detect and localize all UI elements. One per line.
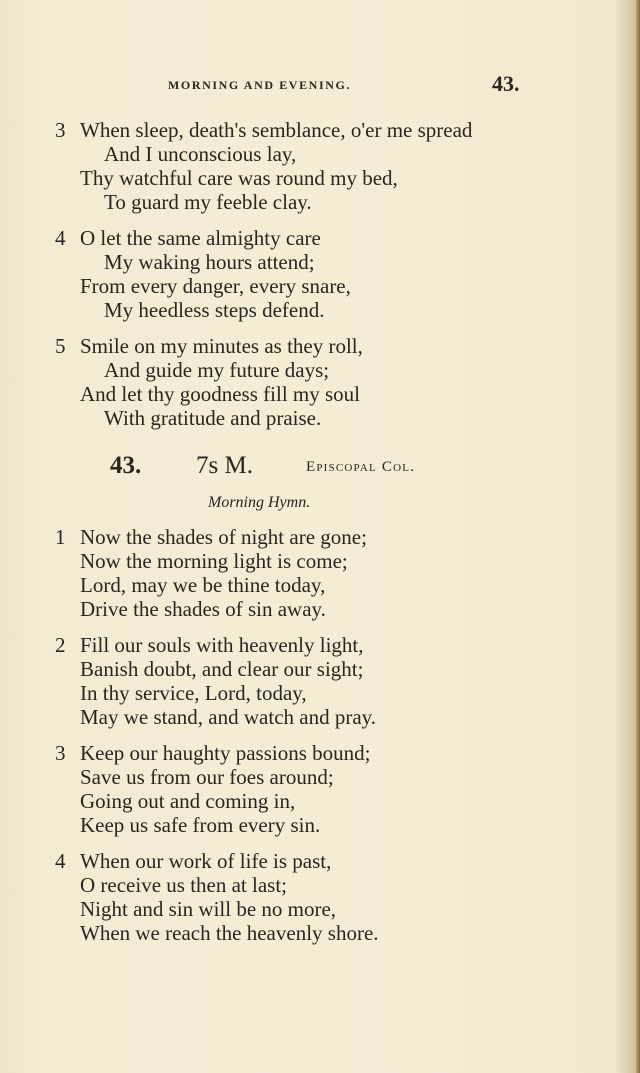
verse-line	[0, 358, 640, 382]
verse-text: When our work of life is past,	[80, 849, 332, 873]
verse-text: O receive us then at last;	[80, 873, 288, 897]
verse-text: With gratitude and praise.	[104, 406, 322, 430]
stanza-number: 2	[55, 633, 66, 657]
verse-text: My heedless steps defend.	[104, 298, 325, 322]
running-title: MORNING AND EVENING.	[168, 78, 352, 92]
verse-line	[0, 142, 640, 166]
verse-text: Night and sin will be no more,	[80, 897, 337, 921]
verse-text: Smile on my minutes as they roll,	[80, 334, 363, 358]
hymn-tune: Episcopal Col.	[306, 459, 416, 475]
verse-line	[0, 633, 640, 657]
verse-line	[0, 573, 640, 597]
verse-text: In thy service, Lord, today,	[80, 681, 307, 705]
verse-text: Thy watchful care was round my bed,	[80, 166, 398, 190]
stanza	[0, 633, 640, 729]
stanza-number: 5	[55, 334, 66, 358]
verse-text: Now the morning light is come;	[80, 549, 348, 573]
verse-line	[0, 334, 640, 358]
verse-line	[0, 406, 640, 430]
hymn-heading	[0, 452, 640, 486]
verse-line	[0, 681, 640, 705]
verse-text: From every danger, every snare,	[80, 274, 351, 298]
hymn-number: 43.	[110, 452, 142, 479]
stanza	[0, 741, 640, 837]
verse-text: To guard my feeble clay.	[104, 190, 312, 214]
verse-line	[0, 741, 640, 765]
verse-text: When we reach the heavenly shore.	[80, 921, 379, 945]
stanza	[0, 849, 640, 945]
verse-line	[0, 789, 640, 813]
verse-text: May we stand, and watch and pray.	[80, 705, 377, 729]
verse-line	[0, 274, 640, 298]
verse-text: When sleep, death's semblance, o'er me spread	[80, 118, 473, 142]
verse-line	[0, 813, 640, 837]
hymn-meter: 7s M.	[196, 452, 253, 479]
verse-line	[0, 250, 640, 274]
verse-line	[0, 765, 640, 789]
stanza	[0, 334, 640, 430]
stanza	[0, 226, 640, 322]
verse-line	[0, 190, 640, 214]
verse-text: Lord, may we be thine today,	[80, 573, 326, 597]
verse-text: Going out and coming in,	[80, 789, 296, 813]
verse-text: And guide my future days;	[104, 358, 330, 382]
verse-line	[0, 166, 640, 190]
stanza	[0, 525, 640, 621]
page-header	[0, 71, 640, 98]
stanza	[0, 118, 640, 214]
verse-text: Fill our souls with heavenly light,	[80, 633, 364, 657]
stanza-number: 1	[55, 525, 66, 549]
verse-text: Keep our haughty passions bound;	[80, 741, 371, 765]
verse-text: And let thy goodness fill my soul	[80, 382, 360, 406]
verse-line	[0, 657, 640, 681]
page-number: 43.	[492, 71, 520, 96]
verse-text: Save us from our foes around;	[80, 765, 334, 789]
verse-line	[0, 705, 640, 729]
hymn-title: Morning Hymn.	[208, 494, 311, 511]
verse-line	[0, 118, 640, 142]
verse-line	[0, 897, 640, 921]
verse-line	[0, 849, 640, 873]
verse-line	[0, 549, 640, 573]
verse-text: O let the same almighty care	[80, 226, 321, 250]
verse-line	[0, 298, 640, 322]
verse-text: Drive the shades of sin away.	[80, 597, 326, 621]
stanza-number: 3	[55, 741, 66, 765]
verse-line	[0, 921, 640, 945]
verse-line	[0, 226, 640, 250]
verse-text: And I unconscious lay,	[104, 142, 297, 166]
stanza-number: 4	[55, 849, 66, 873]
stanza-number: 3	[55, 118, 66, 142]
verse-line	[0, 873, 640, 897]
verse-line	[0, 382, 640, 406]
verse-text: Keep us safe from every sin.	[80, 813, 321, 837]
verse-text: Banish doubt, and clear our sight;	[80, 657, 364, 681]
verse-text: My waking hours attend;	[104, 250, 315, 274]
verse-text: Now the shades of night are gone;	[80, 525, 367, 549]
verse-line	[0, 525, 640, 549]
verse-line	[0, 597, 640, 621]
stanza-number: 4	[55, 226, 66, 250]
